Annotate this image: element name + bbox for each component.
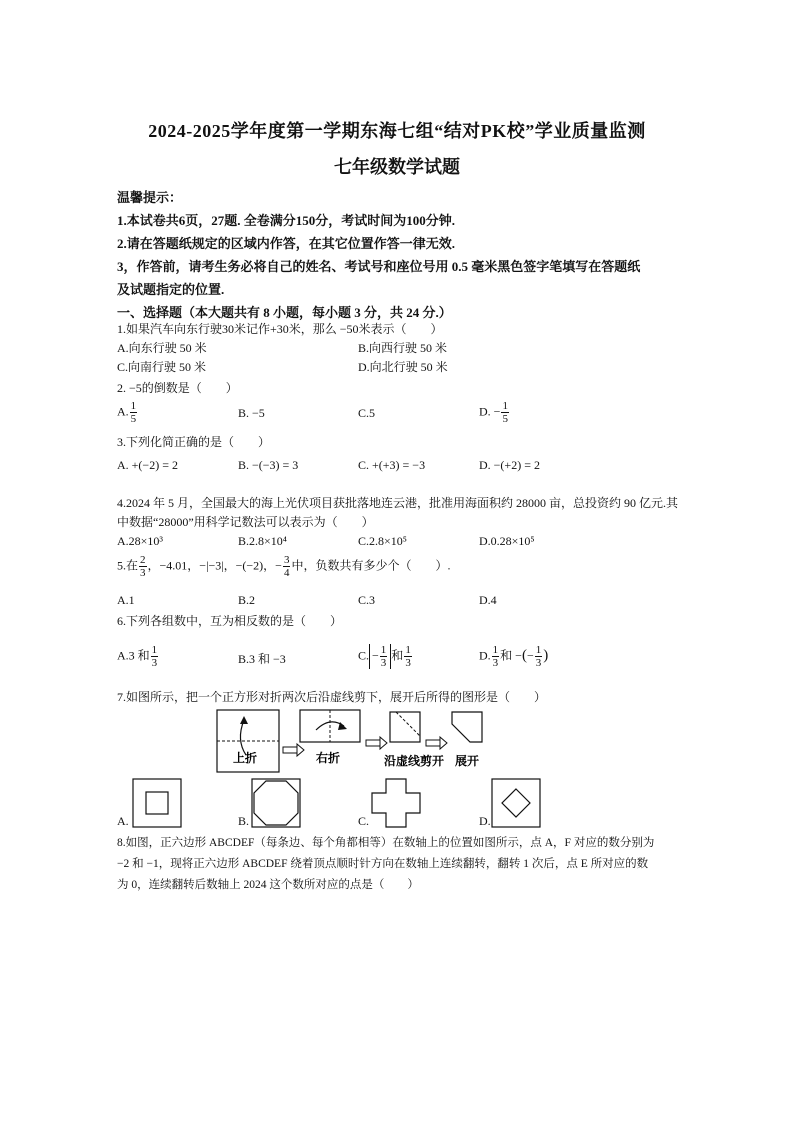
exam-subtitle: 七年级数学试题 — [334, 157, 460, 177]
q6-a-den: 3 — [151, 657, 158, 669]
q4-option-a: A.28×10³ — [117, 534, 164, 548]
q6-c-and: 和 — [391, 648, 404, 663]
q6-d-prefix: D. — [479, 648, 491, 663]
q5-f1-den: 3 — [140, 567, 146, 579]
q2-option-b: B. −5 — [238, 406, 265, 420]
q7-arrow-3 — [426, 737, 447, 749]
q1-option-a: A.向东行驶 50 米 — [117, 341, 207, 355]
q6-c-minus: − — [372, 648, 379, 663]
q6-d-paren-close: ) — [543, 647, 549, 664]
q6-d-paren-open: ( — [521, 647, 527, 664]
q7-option-b: B. — [238, 814, 250, 828]
q6-stem: 6.下列各组数中，互为相反数的是（ ） — [117, 614, 343, 628]
section-1-heading: 一、选择题（本大题共有 8 小题，每小题 3 分，共 24 分.） — [117, 305, 452, 320]
q2-d-prefix: D. − — [479, 404, 501, 419]
q2-d-den: 5 — [502, 413, 508, 425]
exam-title: 2024-2025学年度第一学期东海七组“结对PK校”学业质量监测 — [148, 121, 646, 141]
q7-option-c-shape — [372, 779, 420, 827]
q5-prefix: 5.在 — [117, 558, 139, 573]
q6-option-b: B.3 和 −3 — [238, 652, 286, 666]
notice-item-1: 1.本试卷共6页，27题. 全卷满分150分，考试时间为100分钟. — [117, 213, 456, 228]
q6-d-den-2: 3 — [535, 657, 542, 669]
notice-heading: 温馨提示： — [117, 190, 183, 205]
q4-stem-line-2: 中数据“28000”用科学记数法可以表示为（ ） — [117, 515, 374, 529]
q5-suffix: 中，负数共有多少个（ ）. — [291, 558, 451, 573]
q2-d-num: 1 — [502, 400, 508, 412]
q4-option-d: D.0.28×10⁵ — [479, 534, 535, 548]
q7-arrow-1 — [283, 744, 304, 756]
q5-value-5-sign: − — [275, 558, 282, 573]
q1-option-d: D.向北行驶 50 米 — [358, 360, 448, 374]
q1-stem: 1.如果汽车向东行驶30米记作+30米，那么 −50米表示（ ） — [117, 322, 443, 336]
q5-option-c: C.3 — [358, 593, 376, 607]
q6-c-prefix: C. — [358, 648, 370, 663]
q5-f5-num: 3 — [283, 554, 290, 566]
q2-a-den: 5 — [130, 413, 137, 425]
q7-stem: 7.如图所示，把一个正方形对折两次后沿虚线剪下，展开后所得的图形是（ ） — [117, 690, 547, 704]
q5-value-3: −|−3|， — [199, 558, 236, 573]
q7-option-c: C. — [358, 814, 370, 828]
q6-d-and: 和 − — [500, 648, 522, 663]
q7-step-1-figure — [217, 710, 279, 772]
q3-option-a: A. +(−2) = 2 — [117, 458, 178, 472]
q6-a-num: 1 — [151, 644, 158, 656]
q7-option-a-shape — [133, 779, 181, 827]
q5-value-2: ，−4.01， — [147, 558, 200, 573]
q5-f1-num: 2 — [140, 554, 146, 566]
q5-option-d: D.4 — [479, 593, 497, 607]
q2-a-num: 1 — [130, 400, 137, 412]
q5-f5-den: 4 — [283, 567, 290, 579]
q4-option-b: B.2.8×10⁴ — [238, 534, 287, 548]
q2-stem: 2. −5的倒数是（ ） — [117, 381, 238, 395]
notice-item-3b: 及试题指定的位置. — [117, 282, 225, 297]
notice-item-3a: 3，作答前，请考生务必将自己的姓名、考试号和座位号用 0.5 毫米黑色签字笔填写在答题纸 — [117, 259, 641, 274]
q2-option-c: C.5 — [358, 406, 376, 420]
q3-option-b: B. −(−3) = 3 — [238, 458, 299, 472]
q6-d-num: 1 — [492, 644, 499, 656]
q3-option-c: C. +(+3) = −3 — [358, 458, 426, 472]
q1-option-c: C.向南行驶 50 米 — [117, 360, 207, 374]
q7-step-3-label: 沿虚线剪开 — [384, 754, 445, 768]
q3-stem: 3.下列化简正确的是（ ） — [117, 435, 271, 449]
q1-option-b: B.向西行驶 50 米 — [358, 341, 448, 355]
q7-option-d-shape — [492, 779, 540, 827]
q6-a-prefix: A.3 和 — [117, 648, 150, 663]
q8-line-1: 8.如图，正六边形 ABCDEF（每条边、每个角都相等）在数轴上的位置如图所示，点 A，F 对应的数分别为 — [117, 837, 655, 849]
q5-option-a: A.1 — [117, 593, 135, 607]
q5-value-4: −(−2)， — [235, 558, 276, 573]
q5-option-b: B.2 — [238, 593, 256, 607]
q2-a-prefix: A. — [117, 404, 129, 419]
q6-d-num-2: 1 — [535, 644, 542, 656]
q7-option-a: A. — [117, 814, 129, 828]
q7-arrow-2 — [366, 737, 387, 749]
q4-stem-line-1: 4.2024 年 5 月，全国最大的海上光伏项目获批落地连云港，批准用海面积约 28000 亩，总投资约 90 亿元.其 — [117, 496, 679, 510]
q7-step-1-label: 上折 — [233, 751, 258, 765]
q7-option-d: D. — [479, 814, 491, 828]
q6-c-num-2: 1 — [405, 644, 411, 656]
q7-option-b-shape — [252, 779, 300, 827]
q6-c-den-2: 3 — [405, 657, 411, 669]
q7-step-2-label: 右折 — [316, 751, 341, 765]
notice-item-2: 2.请在答题纸规定的区域内作答，在其它位置作答一律无效. — [117, 236, 456, 251]
q7-step-2-figure — [300, 710, 360, 765]
q7-step-4-label: 展开 — [455, 754, 480, 768]
q3-option-d: D. −(+2) = 2 — [479, 458, 540, 472]
q6-c-num: 1 — [380, 644, 387, 656]
q4-option-c: C.2.8×10⁵ — [358, 534, 407, 548]
q6-c-den: 3 — [380, 657, 387, 669]
q8-line-2: −2 和 −1，现将正六边形 ABCDEF 绕着顶点顺时针方向在数轴上连续翻转，翻转 1 次后，点 E 所对应的数 — [117, 858, 649, 870]
q7-step-4-figure — [452, 712, 482, 768]
q6-d-minus: − — [526, 648, 534, 663]
q8-line-3: 为 0，连续翻转后数轴上 2024 这个数所对应的点是（ ） — [117, 879, 419, 891]
q6-d-den: 3 — [492, 657, 499, 669]
